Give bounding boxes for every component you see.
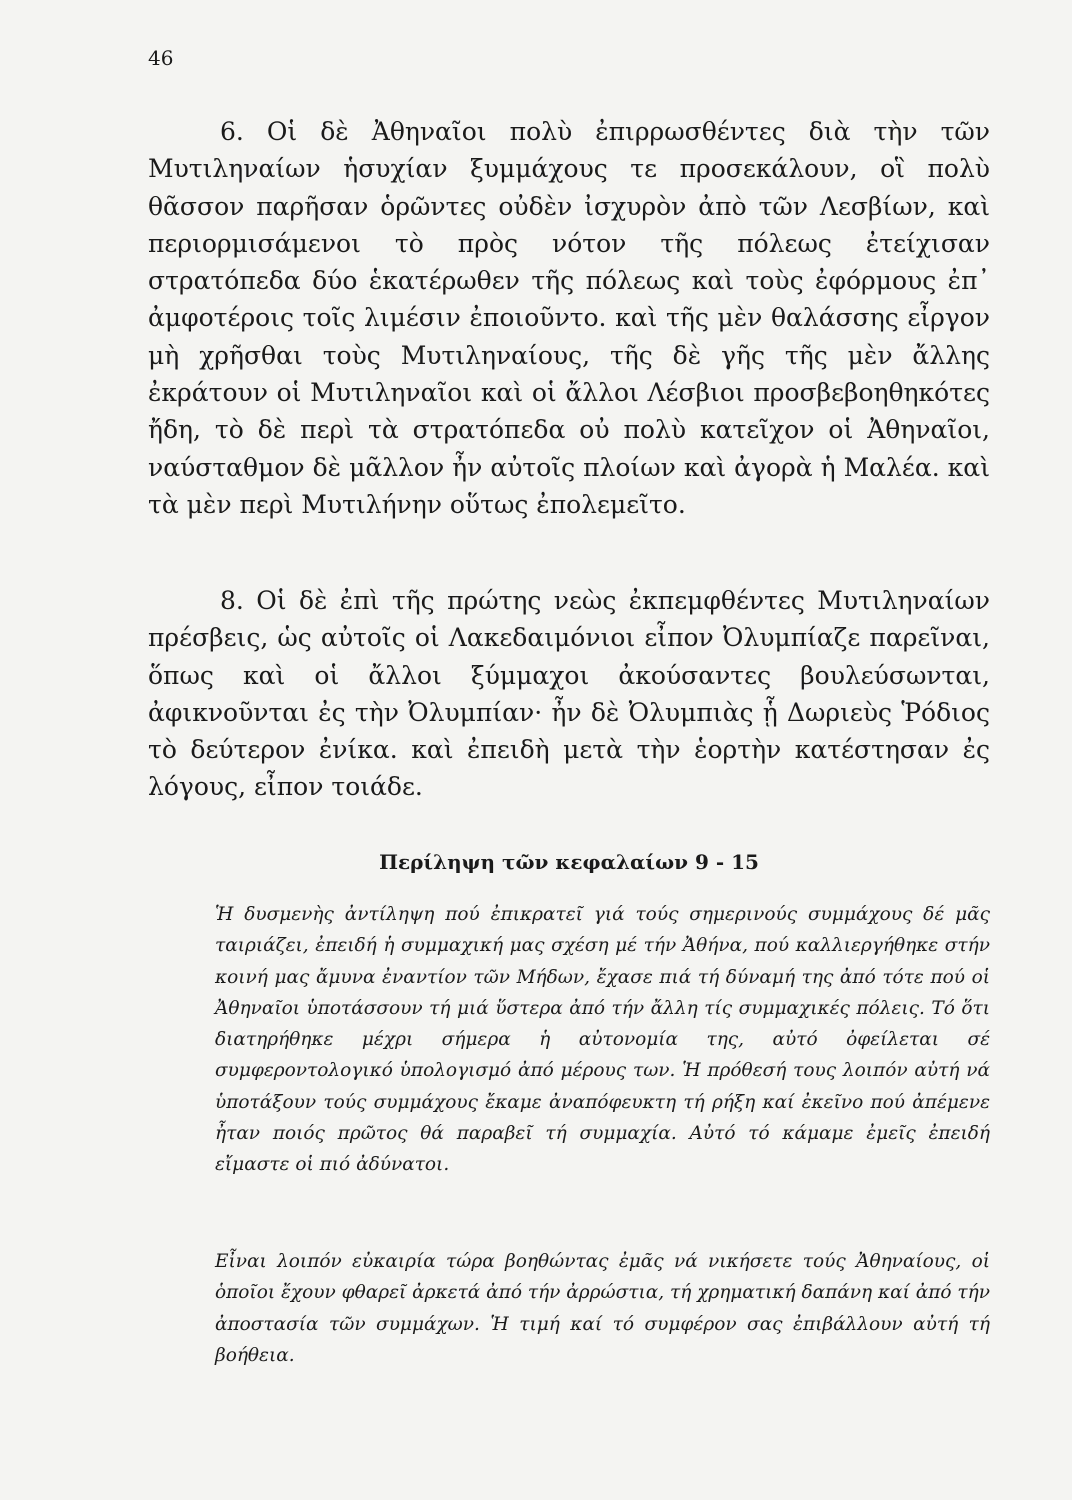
- summary-paragraph: Εἶναι λοιπόν εὐκαιρία τώρα βοηθώντας ἐμᾶς νά νικήσετε τούς Ἀθηναίους, οἱ ὁποῖοι ἔχουν φθαρεῖ ἀρκετά ἀπό τήν ἀρρώστια, τή χρηματική δαπάνη καί ἀπό τήν ἀποστασία τῶν συμμάχων. Ἡ τιμή καί τό συμφέρον σας ἐπιβάλλουν αὐτή τή βοήθεια.: [215, 1251, 990, 1366]
- page-number: 46: [148, 46, 174, 70]
- chapter-8-paragraph: 8. Οἱ δὲ ἐπὶ τῆς πρώτης νεὼς ἐκπεμφθέντες Μυτιληναίων πρέσβεις, ὡς αὐτοῖς οἱ Λακεδαιμόνιοι εἶπον Ὀλυμπίαζε παρεῖναι, ὅπως καὶ οἱ ἄλλοι ξύμμαχοι ἀκούσαντες βουλεύσωνται, ἀφικνοῦνται ἐς τὴν Ὀλυμπίαν· ἦν δὲ Ὀλυμπιὰς ᾗ Δωριεὺς Ῥόδιος τὸ δεύτερον ἐνίκα. καὶ ἐπειδὴ μετὰ τὴν ἑορτὴν κατέστησαν ἐς λόγους, εἶπον τοιάδε.: [148, 586, 990, 802]
- summary-block-1: [215, 899, 990, 1181]
- summary-block-2: [215, 1246, 990, 1371]
- summary-heading: Περίληψη τῶν κεφαλαίων 9 - 15: [379, 850, 759, 874]
- main-text-section-8: [148, 582, 990, 806]
- chapter-6-paragraph: 6. Οἱ δὲ Ἀθηναῖοι πολὺ ἐπιρρωσθέντες διὰ τὴν τῶν Μυτιληναίων ἡσυχίαν ξυμμάχους τε προσεκάλουν, οἳ πολὺ θᾶσσον παρῆσαν ὁρῶντες οὐδὲν ἰσχυρὸν ἀπὸ τῶν Λεσβίων, καὶ περιορμισάμενοι τὸ πρὸς νότον τῆς πόλεως ἐτείχισαν στρατόπεδα δύο ἑκατέρωθεν τῆς πόλεως καὶ τοὺς ἐφόρμους ἐπ᾽ ἀμφοτέροις τοῖς λιμέσιν ἐποιοῦντο. καὶ τῆς μὲν θαλάσσης εἶργον μὴ χρῆσθαι τοὺς Μυτιληναίους, τῆς δὲ γῆς τῆς μὲν ἄλλης ἐκράτουν οἱ Μυτιληναῖοι καὶ οἱ ἄλλοι Λέσβιοι προσβεβοηθηκότες ἤδη, τὸ δὲ περὶ τὰ στρατόπεδα οὐ πολὺ κατεῖχον οἱ Ἀθηναῖοι, ναύσταθμον δὲ μᾶλλον ἦν αὐτοῖς πλοίων καὶ ἀγορὰ ἡ Μαλέα. καὶ τὰ μὲν περὶ Μυτιλήνην οὕτως ἐπολεμεῖτο.: [148, 117, 990, 519]
- summary-paragraph: Ἡ δυσμενὴς ἀντίληψη πού ἐπικρατεῖ γιά τούς σημερινούς συμμάχους δέ μᾶς ταιριάζει, ἐπειδή ἡ συμμαχική μας σχέση μέ τήν Ἀθήνα, πού καλλιεργήθηκε στήν κοινή μας ἄμυνα ἐναντίον τῶν Μήδων, ἔχασε πιά τή δύναμή της ἀπό τότε πού οἱ Ἀθηναῖοι ὑποτάσσουν τή μιά ὕστερα ἀπό τήν ἄλλη τίς συμμαχικές πόλεις. Τό ὅτι διατηρήθηκε μέχρι σήμερα ἡ αὐτονομία της, αὐτό ὀφείλεται σέ συμφεροντολογικό ὑπολογισμό ἀπό μέρους των. Ἡ πρόθεσή τους λοιπόν αὐτή νά ὑποτάξουν τούς συμμάχους ἔκαμε ἀναπόφευκτη τή ρήξη καί ἐκεῖνο πού ἀπέμενε ἦταν ποιός πρῶτος θά παραβεῖ τή συμμαχία. Αὐτό τό κάμαμε ἐμεῖς ἐπειδή εἴμαστε οἱ πιό ἀδύνατοι.: [215, 904, 990, 1176]
- main-text-section-6: [148, 113, 990, 523]
